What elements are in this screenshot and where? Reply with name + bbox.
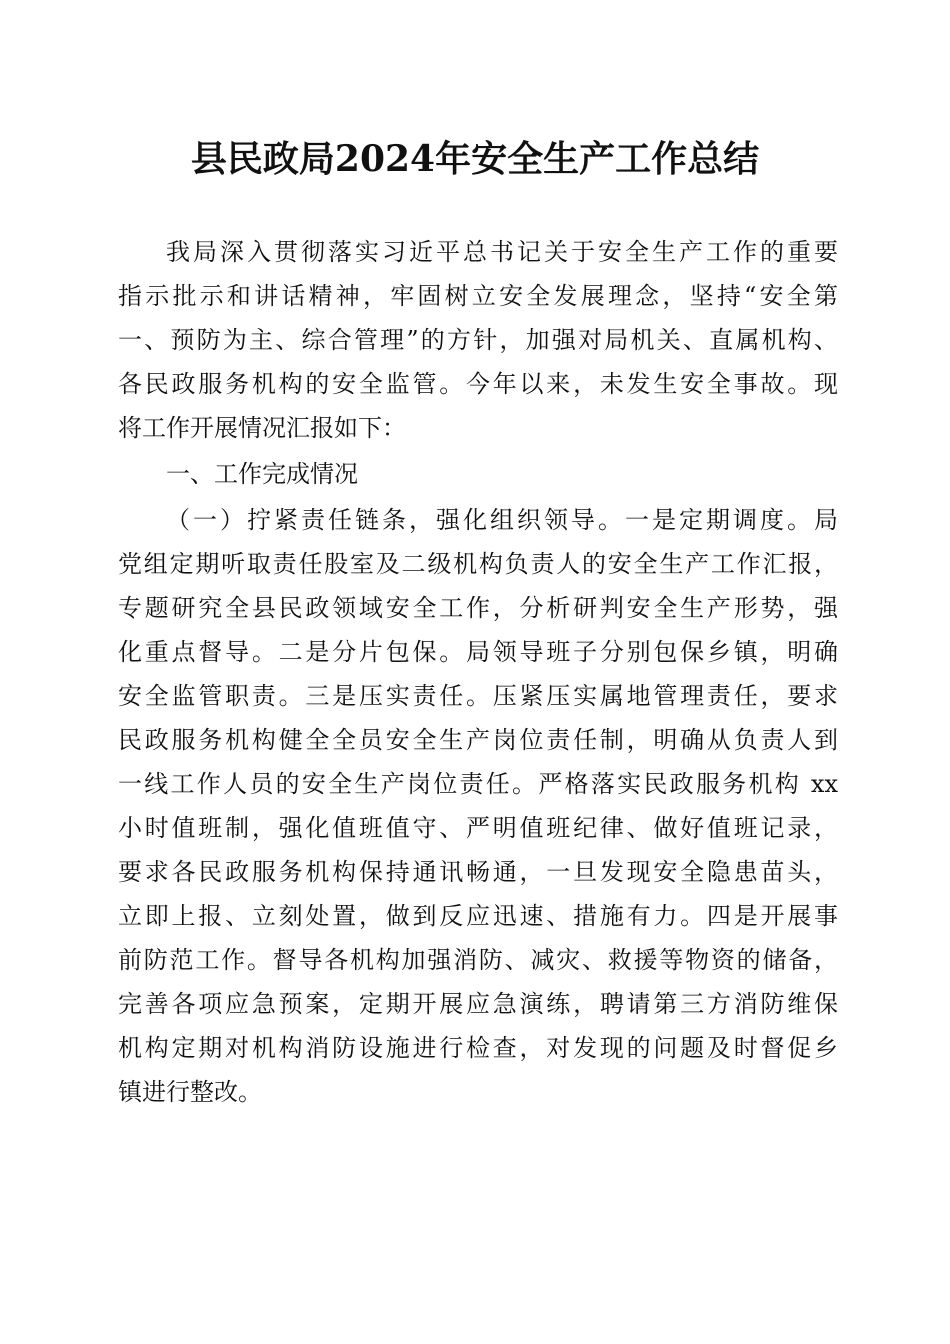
paragraph-line: 各民政服务机构的安全监管。今年以来，未发生安全事故。现: [118, 370, 838, 398]
paragraph-line: 安全监管职责。三是压实责任。压紧压实属地管理责任，要求: [118, 682, 838, 710]
paragraph-line: 小时值班制，强化值班值守、严明值班纪律、做好值班记录，: [118, 814, 838, 842]
document-title: 县民政局2024年安全生产工作总结: [190, 138, 760, 180]
paragraph-line: 立即上报、立刻处置，做到反应迅速、措施有力。四是开展事: [118, 902, 838, 930]
paragraph-line: 指示批示和讲话精神，牢固树立安全发展理念，坚持“安全第: [118, 282, 838, 310]
paragraph-line: 一、预防为主、综合管理”的方针，加强对局机关、直属机构、: [118, 326, 838, 354]
section-heading: 一、工作完成情况: [166, 460, 358, 488]
paragraph-line: 要求各民政服务机构保持通讯畅通，一旦发现安全隐患苗头，: [118, 858, 838, 886]
paragraph-line: 我局深入贯彻落实习近平总书记关于安全生产工作的重要: [166, 238, 838, 266]
paragraph-line: 将工作开展情况汇报如下：: [118, 414, 406, 442]
paragraph-line: 一线工作人员的安全生产岗位责任。严格落实民政服务机构 xx: [118, 770, 838, 798]
paragraph-line: 完善各项应急预案，定期开展应急演练，聘请第三方消防维保: [118, 990, 838, 1018]
paragraph-line: 前防范工作。督导各机构加强消防、减灾、救援等物资的储备，: [118, 946, 838, 974]
paragraph-line: （一）拧紧责任链条，强化组织领导。一是定期调度。局: [166, 506, 838, 534]
paragraph-line: 民政服务机构健全全员安全生产岗位责任制，明确从负责人到: [118, 726, 838, 754]
paragraph-line: 机构定期对机构消防设施进行检查，对发现的问题及时督促乡: [118, 1034, 838, 1062]
paragraph-line: 镇进行整改。: [118, 1078, 262, 1106]
paragraph-line: 化重点督导。二是分片包保。局领导班子分别包保乡镇，明确: [118, 638, 838, 666]
paragraph-line: 专题研究全县民政领域安全工作，分析研判安全生产形势，强: [118, 594, 838, 622]
paragraph-line: 党组定期听取责任股室及二级机构负责人的安全生产工作汇报，: [118, 550, 838, 578]
